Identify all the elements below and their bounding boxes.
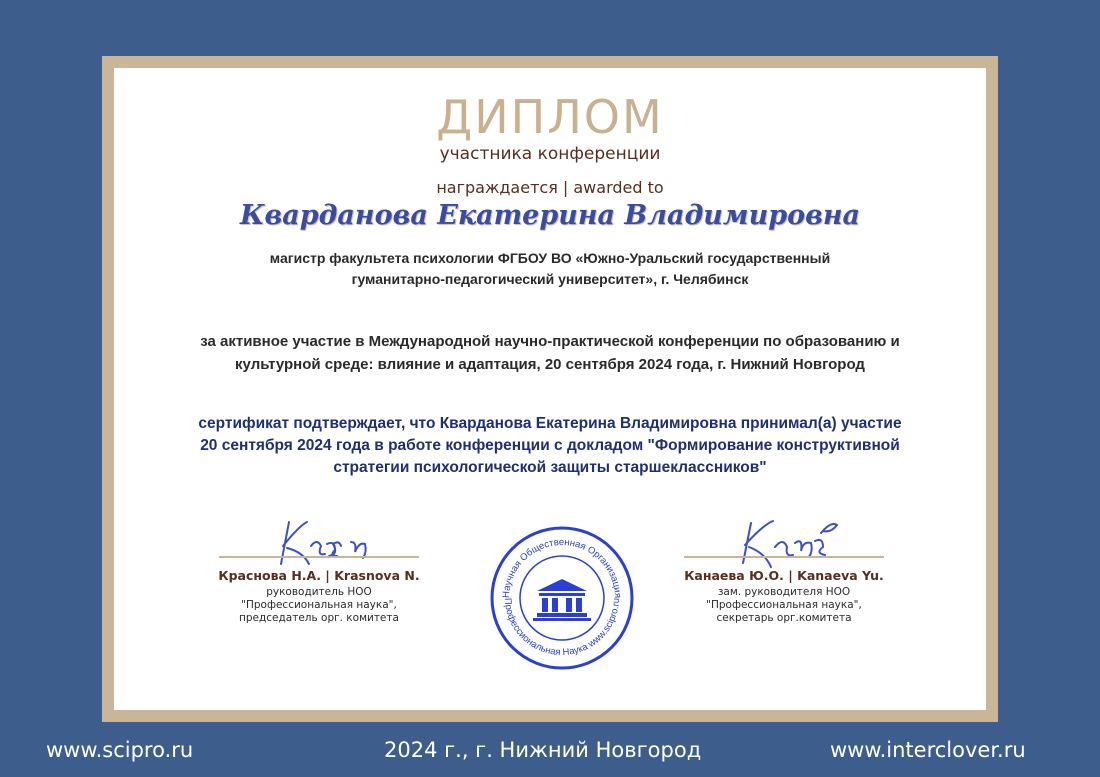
footer-right-link[interactable]: www.interclover.ru [830, 738, 1026, 762]
role-line: руководитель НОО [266, 586, 372, 598]
recipient-position [194, 248, 906, 290]
footer-center-text: 2024 г., г. Нижний Новгород [384, 738, 702, 762]
recipient-name: Кварданова Екатерина Владимировна [239, 200, 860, 231]
left-signature-line [219, 556, 419, 558]
reason-line: культурной среде: влияние и адаптация, 20 сентября 2024 года, г. Нижний Новгород [235, 356, 865, 373]
certificate-paper [114, 68, 986, 710]
stamp-bottom-text: Профессиональная Наука www.scipro.ru [501, 597, 623, 659]
left-signatory-role [209, 586, 429, 625]
left-signatory-name: Краснова Н.А. | Krasnova N. [218, 568, 420, 583]
left-signature [269, 516, 389, 571]
award-reason [154, 330, 946, 376]
role-line: "Профессиональная наука", [241, 599, 397, 611]
role-line: председатель орг. комитета [239, 612, 399, 624]
certify-line: стратегии психологической защиты старшеклассников" [333, 459, 767, 476]
certificate-subtitle: участника конференции [439, 144, 661, 164]
footer-left-link[interactable]: www.scipro.ru [46, 738, 194, 762]
certify-line: сертификат подтверждает, что Кварданова Екатерина Владимировна принимал(а) участие [198, 415, 902, 432]
certificate-title: ДИПЛОМ [436, 90, 664, 144]
awarded-to-label: награждается | awarded to [436, 178, 664, 197]
organization-stamp [487, 523, 637, 673]
role-line: зам. руководителя НОО [717, 586, 851, 598]
right-signature-line [684, 556, 884, 558]
role-line: "Профессиональная наука", [706, 599, 862, 611]
reason-line: за активное участие в Международной научно-практической конференции по образованию и [200, 333, 900, 350]
position-line: магистр факультета психологии ФГБОУ ВО «Южно-Уральский государственный [269, 250, 831, 266]
position-line: гуманитарно-педагогический университет», г. Челябинск [351, 271, 749, 287]
building-columns-icon [533, 579, 591, 621]
right-signature [729, 511, 849, 573]
certification-statement [154, 413, 946, 479]
role-line: секретарь орг.комитета [716, 612, 852, 624]
certificate-frame [102, 56, 998, 722]
right-signatory-role [674, 586, 894, 625]
stamp-top-text: Научная Общественная Организация [500, 536, 624, 599]
right-signatory-name: Канаева Ю.О. | Kanaeva Yu. [684, 568, 884, 583]
certify-line: 20 сентября 2024 года в работе конференции с докладом "Формирование конструктивной [200, 437, 900, 454]
